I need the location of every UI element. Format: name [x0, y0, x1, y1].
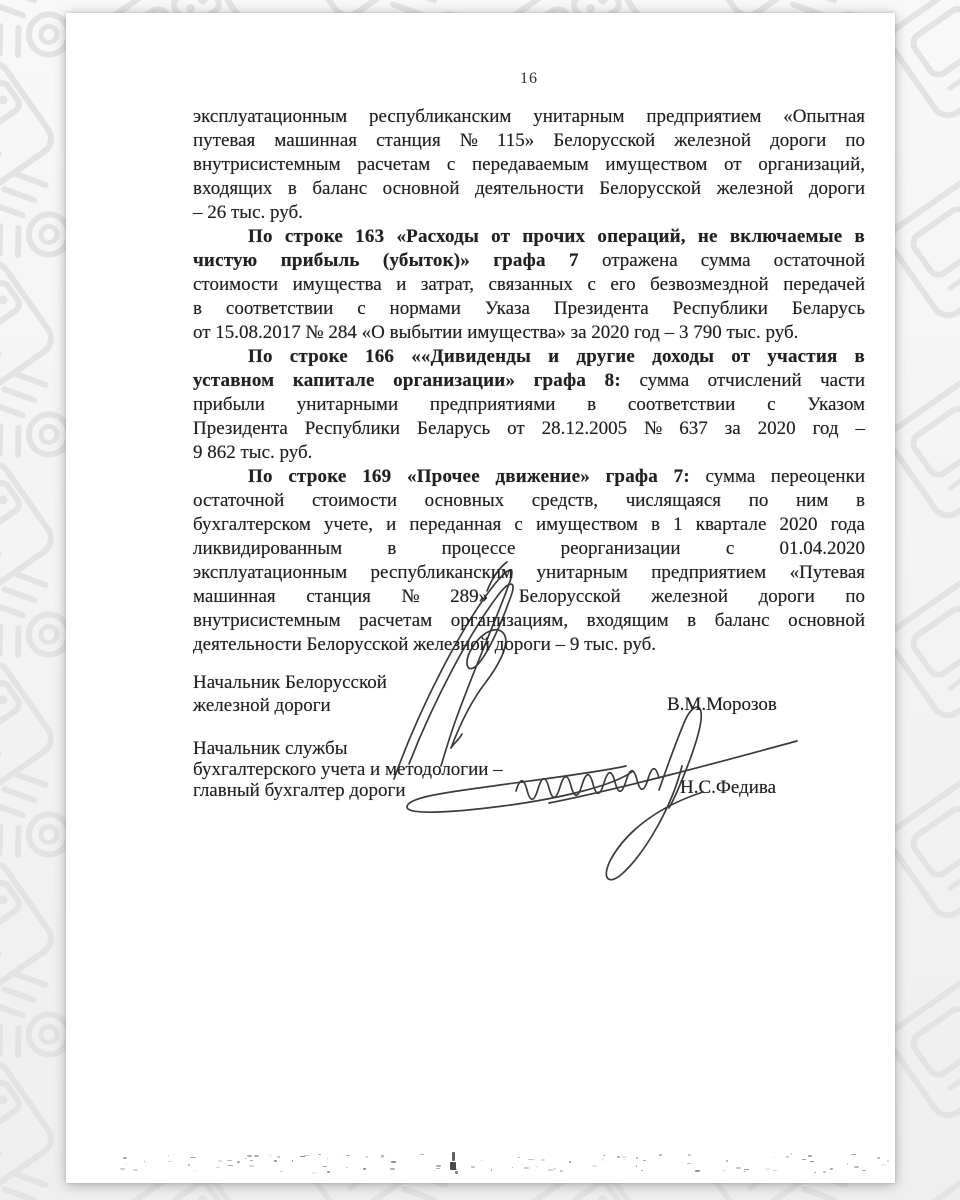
document-body — [193, 105, 865, 657]
text-line: ликвидированным в процессе реорганизации с 01.04.2020 — [193, 538, 865, 559]
text-line: эксплуатационным республиканским унитарным предприятием «Опытная — [193, 106, 865, 127]
text-line: в соответствии с нормами Указа Президента Республики Беларусь — [193, 298, 865, 319]
text-line: По строке 166 ««Дивиденды и другие доходы от участия в — [248, 346, 865, 367]
text-line: деятельности Белорусской железной дороги – 9 тыс. руб. — [193, 634, 656, 655]
paragraph-1 — [193, 105, 865, 225]
text-line: от 15.08.2017 № 284 «О выбытии имущества» за 2020 год – 3 790 тыс. руб. — [193, 322, 799, 343]
paragraph-3 — [193, 345, 865, 465]
text-line: По строке 169 «Прочее движение» графа 7: сумма переоценки — [248, 466, 865, 487]
text-line: внутрисистемным расчетам с передаваемым имуществом от организаций, — [193, 154, 865, 175]
text-line: путевая машинная станция № 115» Белорусской железной дороги по — [193, 130, 865, 151]
signatory-name: В.М.Морозов — [667, 694, 777, 715]
text-line: входящих в баланс основной деятельности Белорусской железной дороги — [193, 178, 865, 199]
paragraph-2 — [193, 225, 865, 345]
text-line: – 26 тыс. руб. — [193, 202, 303, 223]
signatory-title-line: бухгалтерского учета и методологии – — [193, 759, 503, 780]
signature-section — [193, 671, 865, 801]
text-line: внутрисистемным расчетам организациям, входящим в баланс основной — [193, 610, 865, 631]
signatory-name: Н.С.Федива — [680, 777, 777, 798]
signatory-block-1 — [193, 671, 865, 717]
text-line: чистую прибыль (убыток)» графа 7 отражена сумма остаточной — [193, 250, 865, 271]
document-page — [66, 13, 895, 1183]
text-line: машинная станция № 289» Белорусской железной дороги по — [193, 586, 865, 607]
text-line: остаточной стоимости основных средств, числящаяся по ним в — [193, 490, 865, 511]
signatory-title-line: железной дороги — [193, 695, 331, 716]
signatory-title-line: Начальник службы — [193, 738, 348, 759]
text-line: Президента Республики Беларусь от 28.12.2005 № 637 за 2020 год – — [193, 418, 865, 439]
text-line: 9 862 тыс. руб. — [193, 442, 313, 463]
text-line: эксплуатационным республиканским унитарным предприятием «Путевая — [193, 562, 865, 583]
text-line: бухгалтерском учете, и переданная с имуществом в 1 квартале 2020 года — [193, 514, 865, 535]
signatory-title-line: Начальник Белорусской — [193, 672, 387, 693]
text-line: стоимости имущества и затрат, связанных с его безвозмездной передачей — [193, 274, 865, 295]
signatory-title-line: главный бухгалтер дороги — [193, 780, 406, 801]
page-number: 16 — [520, 70, 538, 87]
text-line: По строке 163 «Расходы от прочих операций, не включаемые в — [248, 226, 865, 247]
paragraph-4 — [193, 465, 865, 657]
text-line: уставном капитале организации» графа 8: сумма отчислений части — [193, 370, 865, 391]
signatory-block-2 — [193, 738, 865, 801]
text-line: прибыли унитарными предприятиями в соответствии с Указом — [193, 394, 865, 415]
